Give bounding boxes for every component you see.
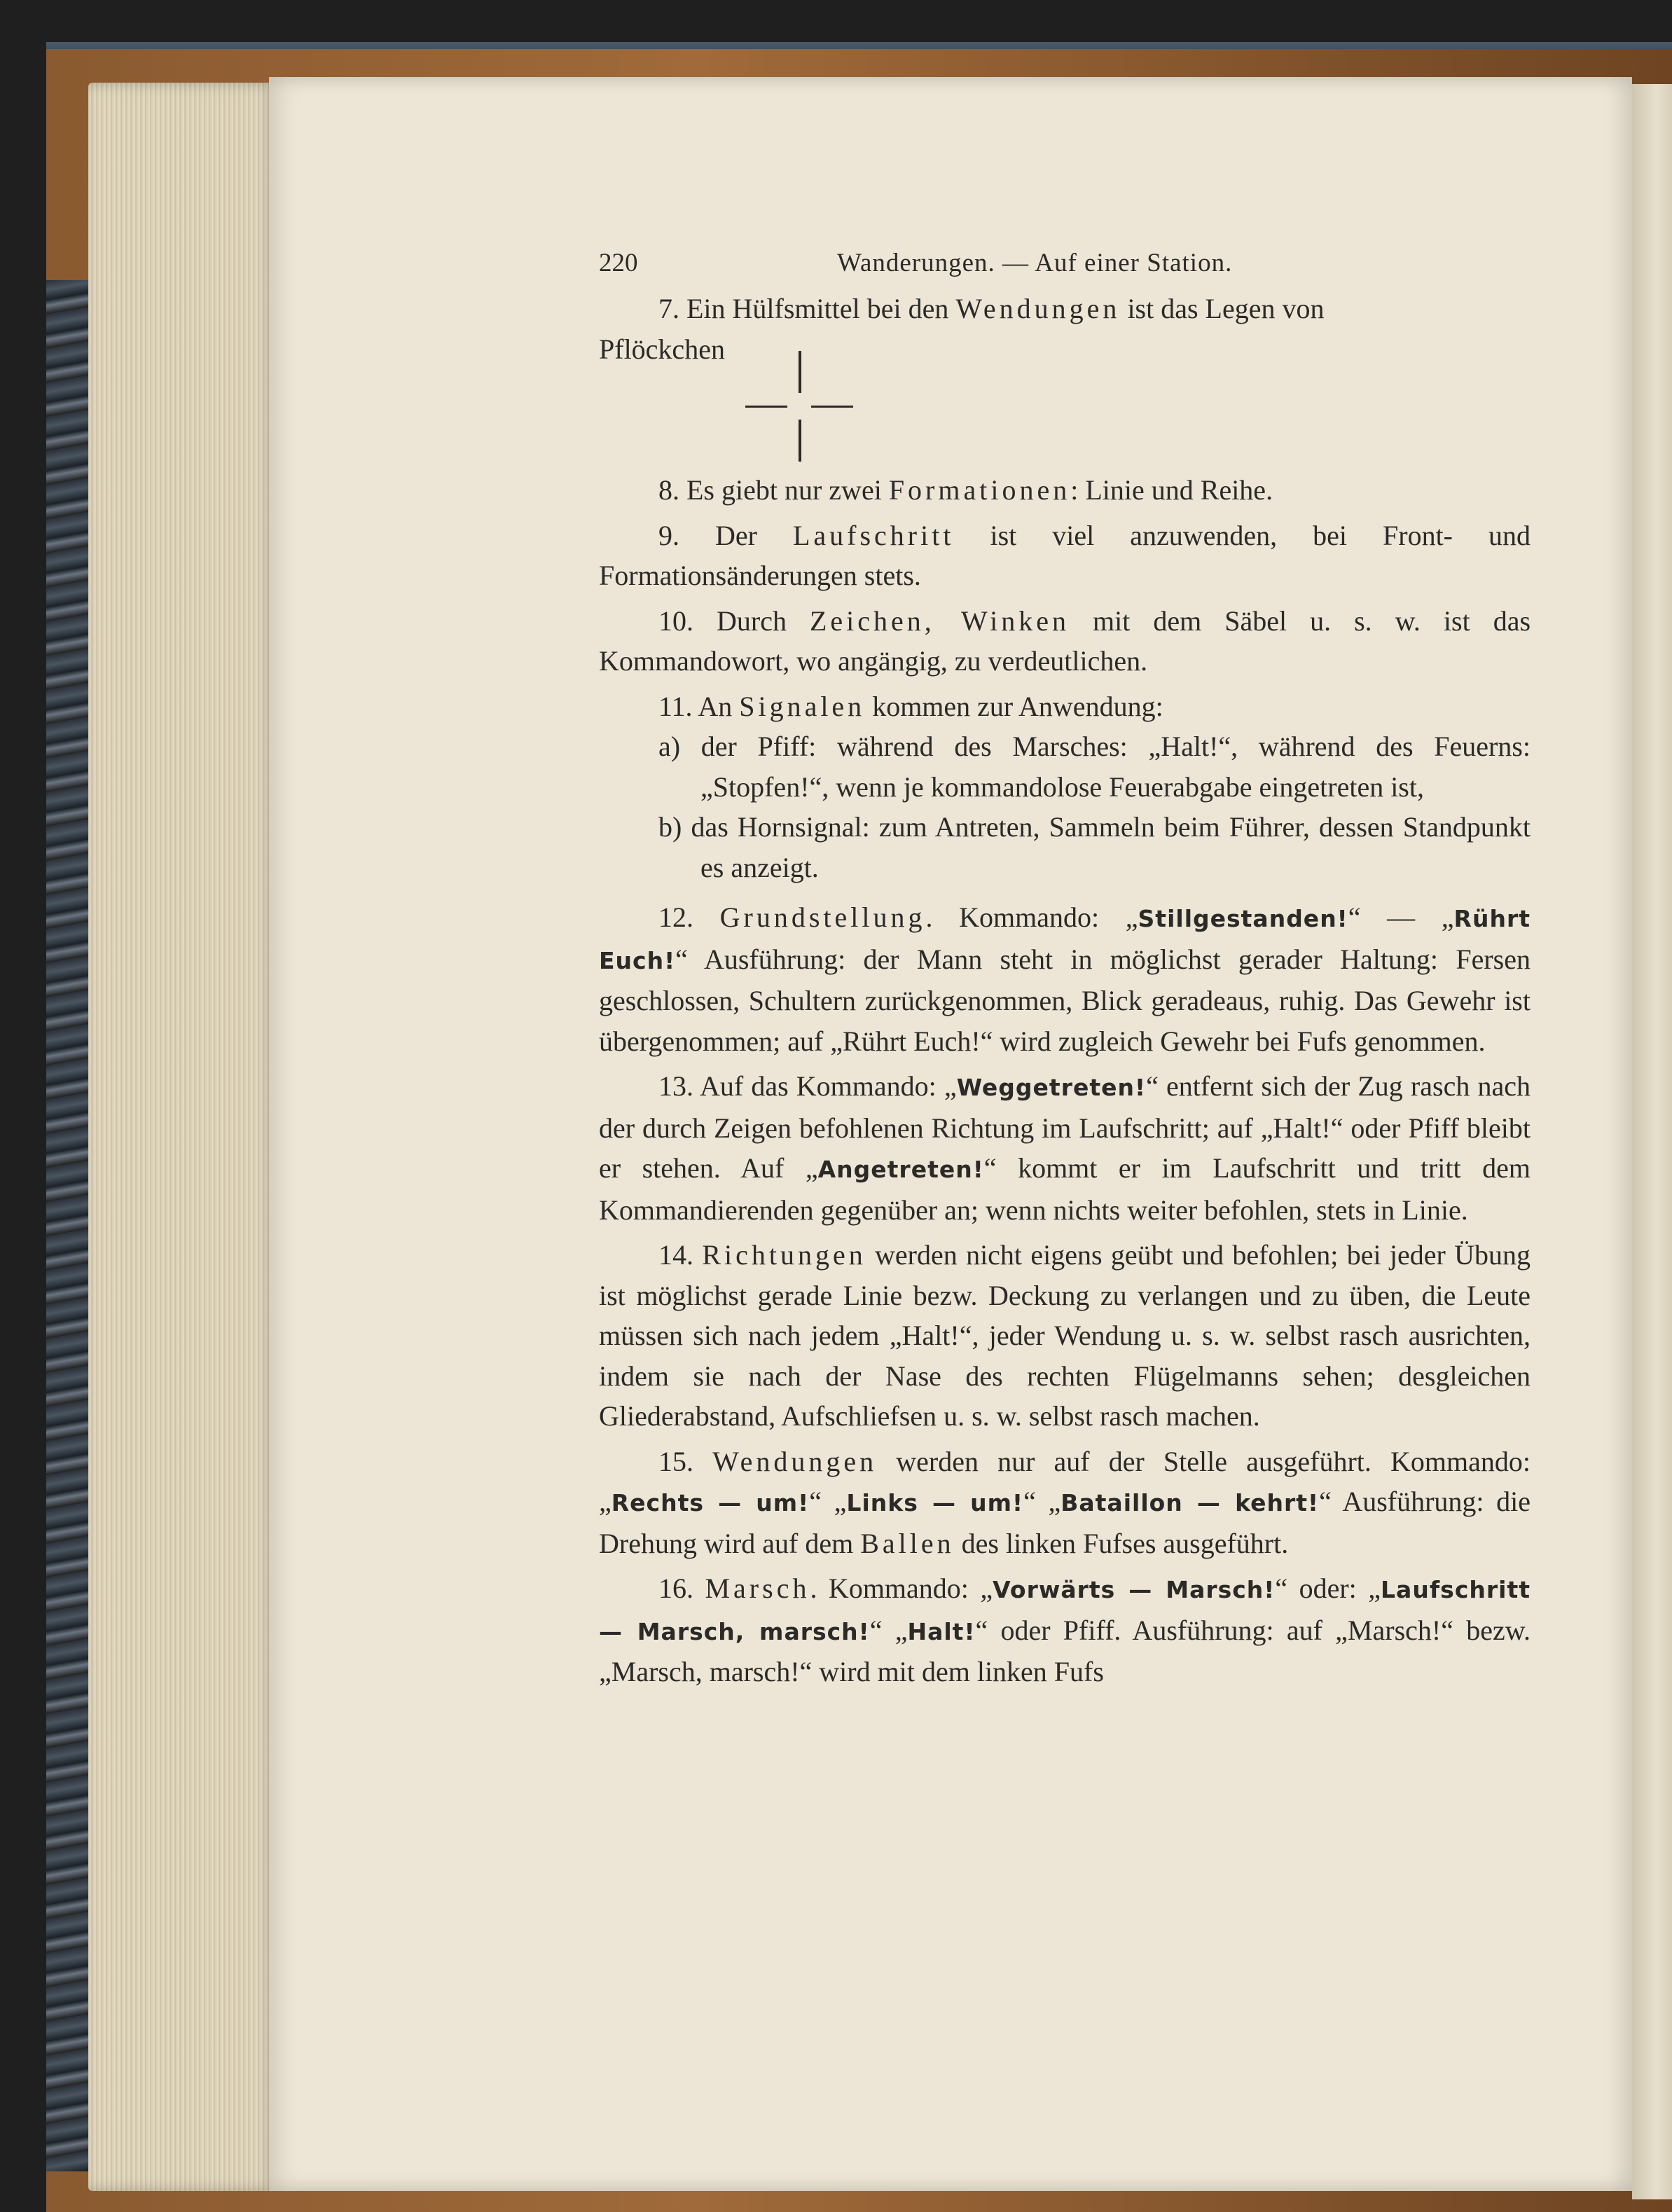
- paragraph-13: 13. Auf das Kommando: „Weggetreten!“ entfernt sich der Zug rasch nach der durch Zeigen befohlenen Richtung im Laufschritt; auf „Halt!“ oder Pfiff bleibt er stehen. Auf „Angetreten!“ kommt er im Laufschritt und tritt dem Kommandierenden gegenüber an; wenn nichts weiter befohlen, stets in Linie.: [599, 1070, 1531, 1226]
- paragraph-10: 10. Durch Zeichen, Winken mit dem Säbel u. s. w. ist das Kommandowort, wo angängig, zu verdeutlichen.: [599, 604, 1531, 677]
- peg-cross-figure: [735, 351, 862, 463]
- paragraph-11a: a) der Pfiff: während des Marsches: „Halt!“, während des Feuerns: „Stopfen!“, wenn je kommandolose Feuerabgabe eingetreten ist,: [658, 731, 1531, 803]
- page-edges: [88, 83, 277, 2191]
- paragraph-9: 9. Der Laufschritt ist viel anzuwenden, bei Front- und Formationsänderungen stets.: [599, 519, 1531, 591]
- paragraph-7: 7. Ein Hülfsmittel bei den Wendungen ist das Legen von: [658, 293, 1325, 324]
- paragraph-7-line2: Pflöckchen: [599, 333, 725, 365]
- paragraph-11: 11. An Signalen kommen zur Anwendung:: [658, 690, 1163, 722]
- page-number: 220: [599, 249, 638, 277]
- page-body: [599, 289, 1531, 1697]
- paragraph-11b: b) das Hornsignal: zum Antreten, Sammeln beim Führer, dessen Standpunkt es anzeigt.: [658, 811, 1531, 883]
- running-title: Wanderungen. — Auf einer Station.: [837, 249, 1233, 277]
- facing-page-edge: [1632, 84, 1672, 2199]
- paragraph-16: 16. Marsch. Kommando: „Vorwärts — Marsch!“ oder: „Laufschritt — Marsch, marsch!“ „Halt!“ oder Pfiff. Ausführung: auf „Marsch!“ bezw. „Marsch, marsch!“ wird mit dem linken Fufs: [599, 1572, 1531, 1687]
- paragraph-12: 12. Grundstellung. Kommando: „Stillgestanden!“ — „Rührt Euch!“ Ausführung: der Mann steht in möglichst gerader Haltung: Fersen geschlossen, Schultern zurückgenommen, Blick geradeaus, ruhig. Das Gewehr ist übergenommen; auf „Rührt Euch!“ wird zugleich Gewehr bei Fufs genommen.: [599, 901, 1531, 1057]
- paragraph-15: 15. Wendungen werden nur auf der Stelle ausgeführt. Kommando: „Rechts — um!“ „Links — um!“ „Bataillon — kehrt!“ Ausführung: die Drehung wird auf dem Ballen des linken Fufses ausgeführt.: [599, 1445, 1531, 1559]
- page-header: [599, 248, 1531, 283]
- paragraph-14: 14. Richtungen werden nicht eigens geübt und befohlen; bei jeder Übung ist möglichst gerade Linie bezw. Deckung zu verlangen und zu üben, die Leute müssen sich nach jedem „Halt!“, jeder Wendung u. s. w. selbst rasch ausrichten, indem sie nach der Nase des rechten Flügelmanns sehen; desgleichen Gliederabstand, Aufschliefsen u. s. w. selbst rasch machen.: [599, 1239, 1531, 1432]
- paragraph-8: 8. Es giebt nur zwei Formationen: Linie und Reihe.: [658, 474, 1273, 506]
- marbled-board: [46, 280, 88, 2171]
